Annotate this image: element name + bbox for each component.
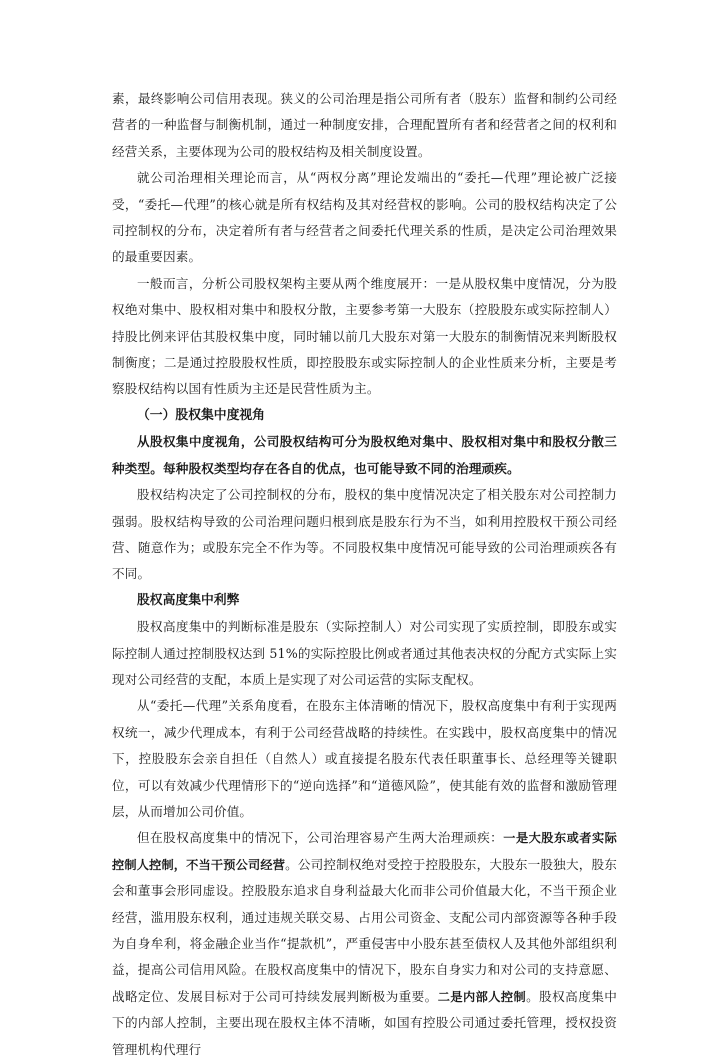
paragraph-8-bold-point-2: 二是内部人控制 [437,989,527,1004]
paragraph-3: 一般而言，分析公司股权架构主要从两个维度展开：一是从股权集中度情况，分为股权绝对集中、股权相对集中和股权分散，主要参考第一大股东（控股股东或实际控制人）持股比例来评估其股权集中度，同时辅以前几大股东对第一大股东的制衡情况来判断股权制衡度；二是通过控股股权性质，即控股股东或实际控制人的企业性质来分析，主要是考察股权结构以国有性质为主还是民营性质为主。 [112,275,617,397]
paragraph-2: 就公司治理相关理论而言，从“两权分离”理论发端出的“委托—代理”理论被广泛接受，“委托—代理”的核心就是所有权结构及其对经营权的影响。公司的股权结构决定了公司控制权的分布，决定着所有者与经营者之间委托代理关系的性质，是决定公司治理效果的最重要因素。 [112,170,617,265]
paragraph-8-body: 。公司控制权绝对受控于控股股东，大股东一股独大，股东会和董事会形同虚设。控股股东追求自身利益最大化而非公司价值最大化，不当干预企业经营，滥用股东权利，通过违规关联交易、占用公司资金、支配公司内部资源等各种手段为自身牟利，将金融企业当作“提款机”，严重侵害中小股东甚至债权人及其他外部组织利益，提高公司信用风险。在股权高度集中的情况下，股东自身实力和对公司的支持意愿、战略定位、发展目标对于公司可持续发展判断极为重要。 [112,856,617,1004]
paragraph-5: 股权结构决定了公司控制权的分布，股权的集中度情况决定了相关股东对公司控制力强弱。股权结构导致的公司治理问题归根到底是股东行为不当，如利用控股权干预公司经营、随意作为；或股东完全不作为等。不同股权集中度情况可能导致的公司治理顽疾各有不同。 [112,487,617,582]
subheading-high-concentration: 股权高度集中利弊 [137,592,240,608]
paragraph-4-bold: 从股权集中度视角，公司股权结构可分为股权绝对集中、股权相对集中和股权分散三种类型。每种股权类型均存在各自的优点，也可能导致不同的治理顽疾。 [112,434,617,476]
paragraph-8-intro: 但在股权高度集中的情况下，公司治理容易产生两大治理顽疾： [137,830,504,846]
paragraph-7: 从“委托—代理”关系角度看，在股东主体清晰的情况下，股权高度集中有利于实现两权统一，减少代理成本，有利于公司经营战略的持续性。在实践中，股权高度集中的情况下，控股股东会亲自担任（自然人）或直接提名股东代表任职董事长、总经理等关键职位，可以有效减少代理情形下的“逆向选择”和“道德风险”，使其能有效的监督和激励管理层，从而增加公司价值。 [112,698,617,819]
paragraph-8-tail: 。股权高度集中下的内部人控制，主要出现在股权主体不清晰，如国有控股公司通过委托管理，授权投资管理机构代理行 [112,988,617,1057]
document-page [112,86,617,1063]
section-heading-equity-concentration: （一）股权集中度视角 [137,407,265,423]
paragraph-6: 股权高度集中的判断标准是股东（实际控制人）对公司实现了实质控制，即股东或实际控制人通过控制股权达到 51%的实际控股比例或者通过其他表决权的分配方式实际上实现对公司经营的支配，本质上是实现了对公司运营的实际支配权。 [112,619,617,687]
paragraph-1: 素，最终影响公司信用表现。狭义的公司治理是指公司所有者（股东）监督和制约公司经营者的一种监督与制衡机制，通过一种制度安排，合理配置所有者和经营者之间的权利和经营关系，主要体现为公司的股权结构及相关制度设置。 [112,91,617,159]
paragraph-8 [112,825,617,1063]
paragraph-8-bold-point-1: 一是大股东或者实际控制人控制，不当干预公司经营 [112,831,617,872]
